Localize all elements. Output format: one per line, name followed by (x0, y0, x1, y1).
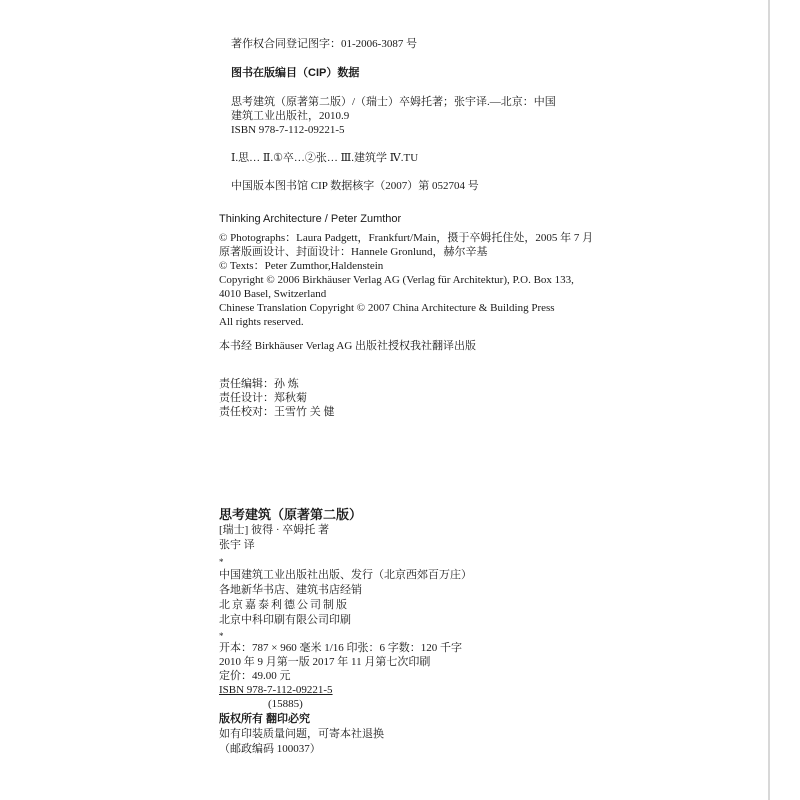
responsible-designer: 责任设计：郑秋菊 (219, 392, 307, 404)
colophon-translator: 张宇 译 (219, 539, 255, 551)
contract-registration: 著作权合同登记图字：01-2006-3087 号 (231, 38, 418, 50)
texts-credit: © Texts：Peter Zumthor,Haldenstein (219, 260, 384, 272)
responsible-proofreader: 责任校对：王雪竹 关 健 (219, 406, 335, 418)
authorization-notice: 本书经 Birkhäuser Verlag AG 出版社授权我社翻译出版 (219, 340, 477, 352)
colophon-author: [瑞士] 彼得 · 卒姆托 著 (219, 524, 329, 536)
colophon-code: (15885) (268, 698, 303, 710)
cip-classification: Ⅰ.思… Ⅱ.①卒…②张… Ⅲ.建筑学 Ⅳ.TU (231, 152, 419, 164)
colophon-publisher: 中国建筑工业出版社出版、发行（北京西郊百万庄） (219, 569, 472, 581)
cip-verification: 中国版本图书馆 CIP 数据核字（2007）第 052704 号 (231, 180, 479, 192)
colophon-price: 定价：49.00 元 (219, 670, 291, 682)
colophon-isbn: ISBN 978-7-112-09221-5 (219, 684, 333, 696)
colophon-title: 思考建筑（原著第二版） (219, 507, 363, 522)
separator-star-2: * (219, 631, 224, 641)
postcode: （邮政编码 100037） (219, 743, 321, 755)
responsible-editor: 责任编辑：孙 炼 (219, 378, 299, 390)
colophon-printer: 北京中科印刷有限公司印刷 (219, 614, 351, 626)
separator-star-1: * (219, 557, 224, 567)
colophon-format: 开本：787 × 960 毫米 1/16 印张：6 字数：120 千字 (219, 642, 463, 654)
design-credit: 原著版画设计、封面设计：Hannele Gronlund，赫尔辛基 (219, 246, 488, 258)
cip-description-line2: 建筑工业出版社，2010.9 (231, 110, 350, 122)
colophon-distributor: 各地新华书店、建筑书店经销 (219, 584, 362, 596)
copyright-line1: Copyright © 2006 Birkhäuser Verlag AG (Verlag für Architektur), P.O. Box 133, (219, 274, 574, 286)
cip-heading: 图书在版编目（CIP）数据 (231, 67, 360, 79)
copyright-line2: 4010 Basel, Switzerland (219, 288, 327, 300)
colophon-typesetter: 北京嘉泰利德公司制版 (219, 599, 349, 611)
cip-isbn: ISBN 978-7-112-09221-5 (231, 124, 345, 136)
translation-copyright: Chinese Translation Copyright © 2007 China Architecture & Building Press (219, 302, 555, 314)
rights-reserved-en: All rights reserved. (219, 316, 304, 328)
page-edge (768, 0, 770, 800)
colophon-edition: 2010 年 9 月第一版 2017 年 11 月第七次印刷 (219, 656, 431, 668)
rights-reserved-cn: 版权所有 翻印必究 (219, 713, 311, 725)
cip-description-line1: 思考建筑（原著第二版）/（瑞士）卒姆托著；张宇译.—北京：中国 (231, 96, 556, 108)
photographs-credit: © Photographs：Laura Padgett，Frankfurt/Main，摄于卒姆托住处，2005 年 7 月 (219, 232, 594, 244)
return-notice: 如有印装质量问题，可寄本社退换 (219, 728, 384, 740)
original-title: Thinking Architecture / Peter Zumthor (219, 213, 402, 225)
